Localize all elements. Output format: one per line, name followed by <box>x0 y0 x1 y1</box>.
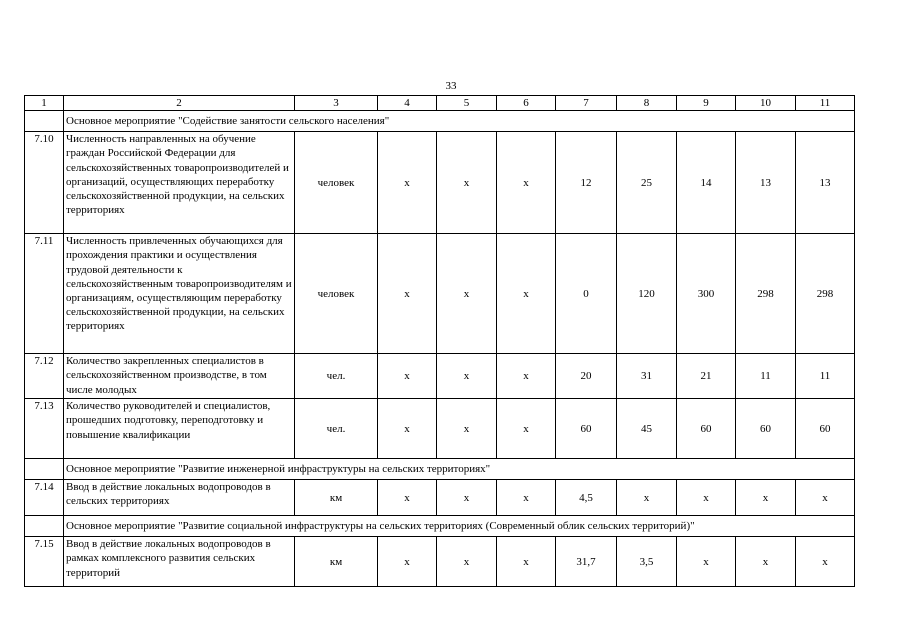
value-cell: 298 <box>736 234 796 354</box>
value-cell: х <box>497 132 556 234</box>
value-cell: 13 <box>796 132 855 234</box>
value-cell: х <box>677 537 736 587</box>
value-cell: х <box>437 354 497 399</box>
indicator-description: Численность направленных на обучение граждан Российской Федерации для сельскохозяйственных товаропроизводителей и организаций, осуществляющих переработку сельскохозяйственной продукции, на сельских территориях <box>64 132 295 234</box>
table-row <box>25 354 855 399</box>
value-cell: 14 <box>677 132 736 234</box>
value-cell: 60 <box>796 399 855 459</box>
unit-cell: чел. <box>295 354 378 399</box>
value-cell: 60 <box>736 399 796 459</box>
table-row <box>25 132 855 234</box>
value-cell: х <box>497 480 556 516</box>
value-cell: 20 <box>556 354 617 399</box>
value-cell: х <box>437 537 497 587</box>
section-title: Основное мероприятие "Развитие социальной инфраструктуры на сельских территориях (Современный облик сельских территорий)" <box>64 516 855 537</box>
table-row <box>25 234 855 354</box>
value-cell: х <box>677 480 736 516</box>
value-cell: х <box>378 234 437 354</box>
page-number: 33 <box>445 80 457 92</box>
value-cell: х <box>378 399 437 459</box>
section-title: Основное мероприятие "Развитие инженерной инфраструктуры на сельских территориях" <box>64 459 855 480</box>
column-number-header: 4 <box>378 96 437 111</box>
table-header-row <box>25 96 855 111</box>
indicator-number: 7.12 <box>25 354 64 399</box>
indicator-number: 7.14 <box>25 480 64 516</box>
value-cell: х <box>437 132 497 234</box>
indicator-number: 7.11 <box>25 234 64 354</box>
value-cell: х <box>378 537 437 587</box>
value-cell: х <box>736 480 796 516</box>
value-cell: х <box>796 537 855 587</box>
value-cell: х <box>497 537 556 587</box>
value-cell: 4,5 <box>556 480 617 516</box>
table-row <box>25 480 855 516</box>
indicator-description: Численность привлеченных обучающихся для прохождения практики и осуществления трудовой деятельности к сельскохозяйственным товаропроизводителям и организациям, осуществляющим переработку сельскохозяйственной продукции, на сельских территориях <box>64 234 295 354</box>
value-cell: х <box>378 354 437 399</box>
section-title: Основное мероприятие "Содействие занятости сельского населения" <box>64 111 855 132</box>
value-cell: х <box>617 480 677 516</box>
indicator-description: Количество закрепленных специалистов в сельскохозяйственном производстве, в том числе молодых <box>64 354 295 399</box>
value-cell: х <box>437 480 497 516</box>
column-number-header: 3 <box>295 96 378 111</box>
value-cell: 60 <box>556 399 617 459</box>
value-cell: 45 <box>617 399 677 459</box>
value-cell: х <box>378 132 437 234</box>
value-cell: 60 <box>677 399 736 459</box>
column-number-header: 2 <box>64 96 295 111</box>
value-cell: х <box>497 234 556 354</box>
column-number-header: 8 <box>617 96 677 111</box>
value-cell: 0 <box>556 234 617 354</box>
value-cell: х <box>497 399 556 459</box>
value-cell: 31,7 <box>556 537 617 587</box>
unit-cell: км <box>295 480 378 516</box>
value-cell: 11 <box>796 354 855 399</box>
value-cell: х <box>497 354 556 399</box>
indicator-description: Количество руководителей и специалистов, прошедших подготовку, переподготовку и повышение квалификации <box>64 399 295 459</box>
value-cell: 300 <box>677 234 736 354</box>
value-cell: 11 <box>736 354 796 399</box>
section-row <box>25 459 855 480</box>
column-number-header: 5 <box>437 96 497 111</box>
column-number-header: 11 <box>796 96 855 111</box>
section-empty-cell <box>25 516 64 537</box>
value-cell: 3,5 <box>617 537 677 587</box>
value-cell: 25 <box>617 132 677 234</box>
section-empty-cell <box>25 111 64 132</box>
value-cell: х <box>437 399 497 459</box>
section-row <box>25 111 855 132</box>
value-cell: 298 <box>796 234 855 354</box>
value-cell: 120 <box>617 234 677 354</box>
value-cell: х <box>437 234 497 354</box>
column-number-header: 1 <box>25 96 64 111</box>
unit-cell: человек <box>295 234 378 354</box>
indicator-number: 7.10 <box>25 132 64 234</box>
indicator-number: 7.15 <box>25 537 64 587</box>
value-cell: 13 <box>736 132 796 234</box>
value-cell: 31 <box>617 354 677 399</box>
indicators-table <box>24 95 855 587</box>
indicator-description: Ввод в действие локальных водопроводов в сельских территориях <box>64 480 295 516</box>
section-empty-cell <box>25 459 64 480</box>
unit-cell: км <box>295 537 378 587</box>
value-cell: 12 <box>556 132 617 234</box>
column-number-header: 9 <box>677 96 736 111</box>
table-row <box>25 537 855 587</box>
value-cell: 21 <box>677 354 736 399</box>
unit-cell: чел. <box>295 399 378 459</box>
value-cell: х <box>796 480 855 516</box>
value-cell: х <box>736 537 796 587</box>
column-number-header: 7 <box>556 96 617 111</box>
value-cell: х <box>378 480 437 516</box>
section-row <box>25 516 855 537</box>
unit-cell: человек <box>295 132 378 234</box>
indicator-description: Ввод в действие локальных водопроводов в рамках комплексного развития сельских территорий <box>64 537 295 587</box>
indicator-number: 7.13 <box>25 399 64 459</box>
table-row <box>25 399 855 459</box>
column-number-header: 10 <box>736 96 796 111</box>
column-number-header: 6 <box>497 96 556 111</box>
